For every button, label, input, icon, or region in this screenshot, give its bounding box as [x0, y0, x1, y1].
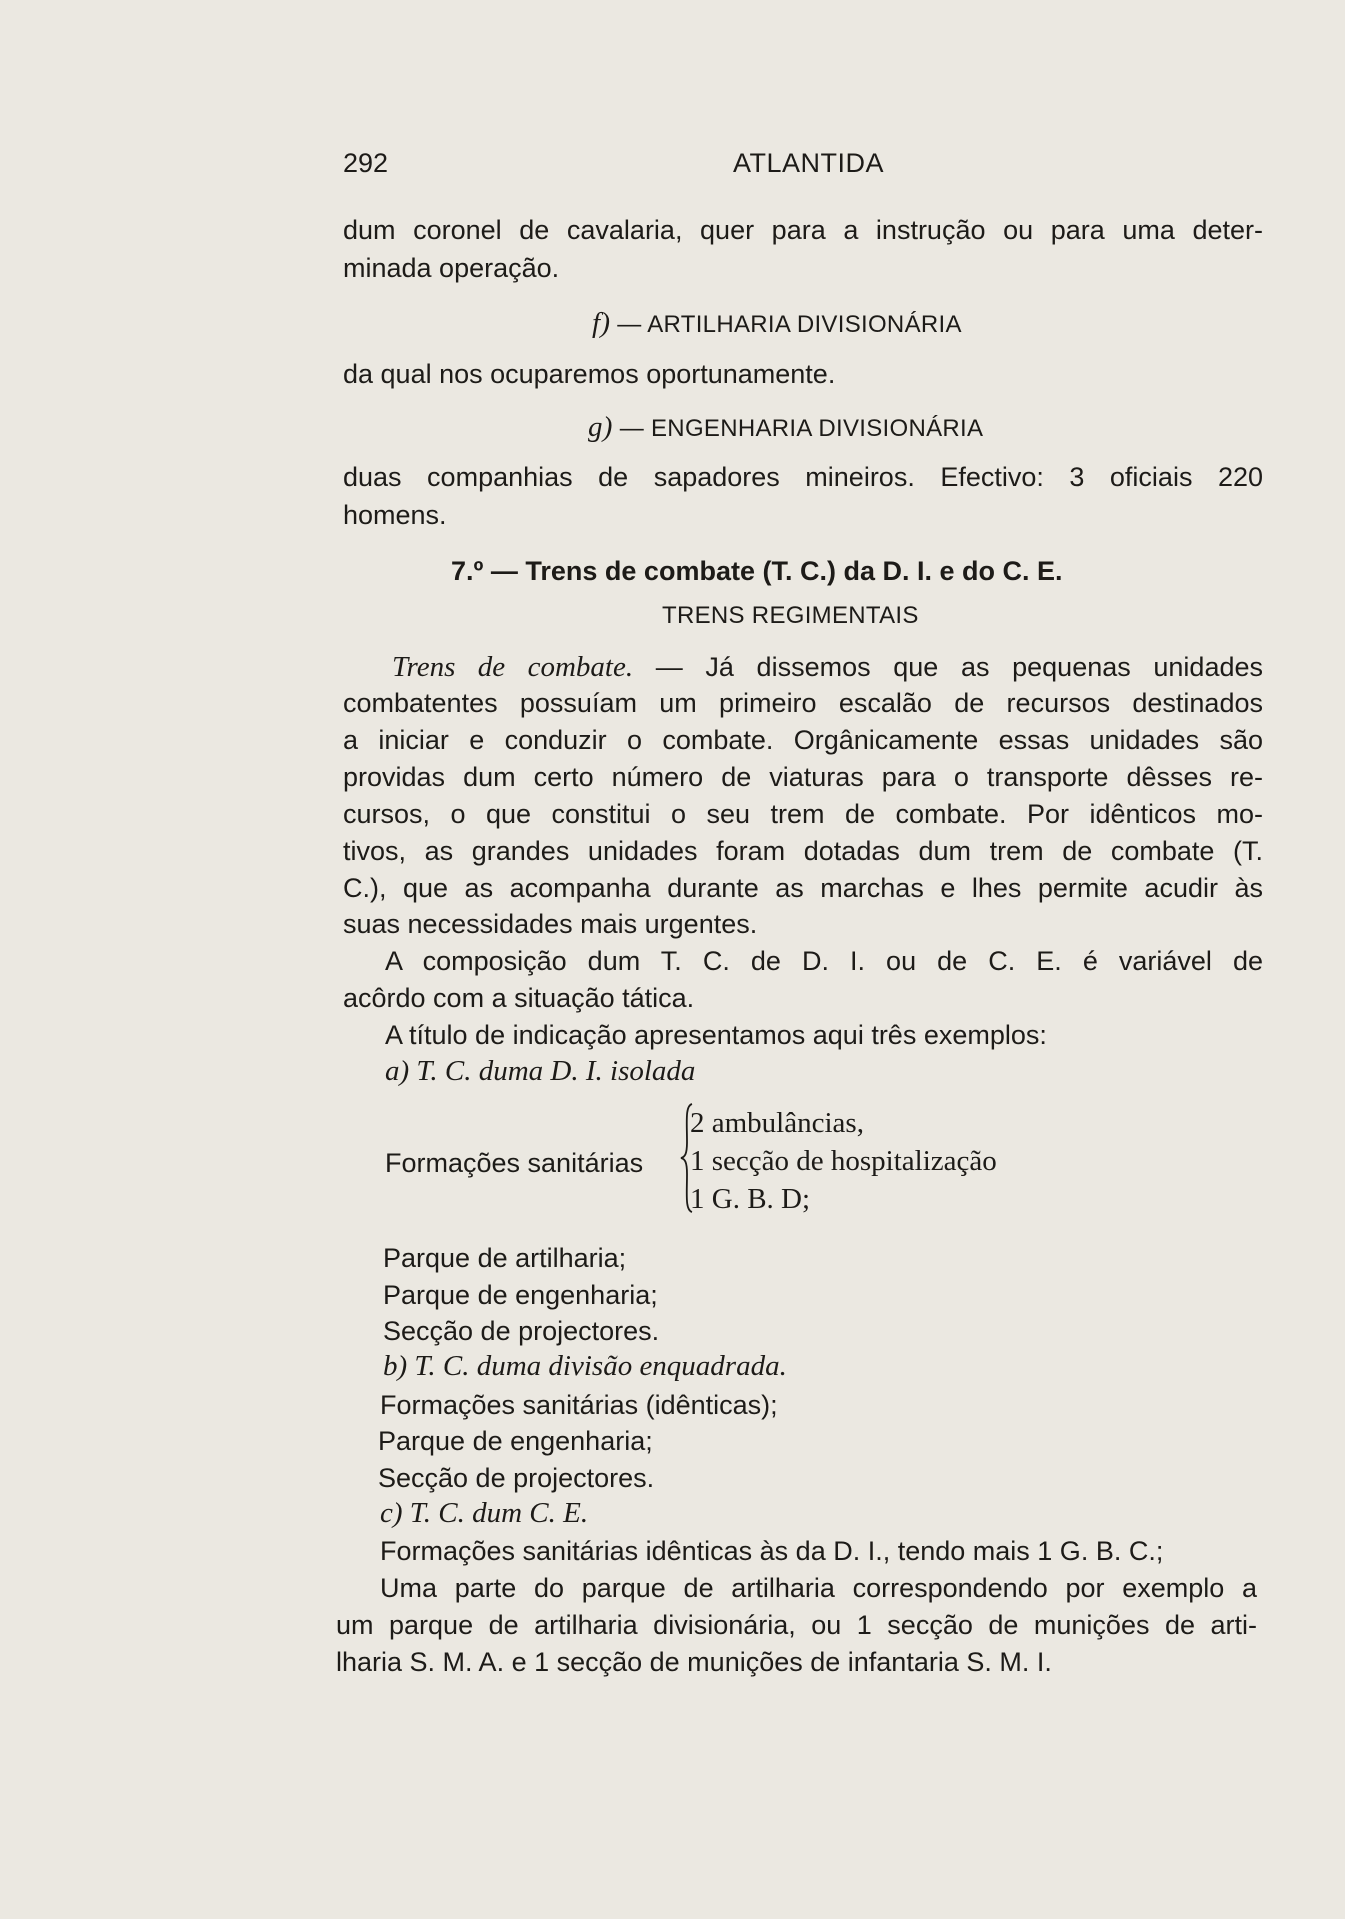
example-heading: b) T. C. duma divisão enquadrada. — [383, 1350, 787, 1382]
run-in-heading: Trens de combate. — [392, 651, 634, 683]
example-heading: a) T. C. duma D. I. isolada — [385, 1055, 696, 1087]
list-item: Formações sanitárias (idênticas); — [380, 1390, 778, 1420]
list-item: Secção de projectores. — [378, 1463, 655, 1493]
text-line: A título de indicação apresentamos aqui três exemplos: — [385, 1020, 1047, 1050]
chapter-heading: 7.º — Trens de combate (T. C.) da D. I. e do C. E. — [451, 556, 1063, 586]
subsection-heading: TRENS REGIMENTAIS — [662, 602, 919, 629]
text-line: homens. — [343, 500, 447, 530]
text-line: um parque de artilharia divisionária, ou 1 secção de munições de arti- — [336, 1610, 1257, 1640]
list-item: Parque de engenharia; — [378, 1426, 653, 1456]
text-line: providas dum certo número de viaturas para o transporte dêsses re- — [343, 762, 1263, 792]
text-line: tivos, as grandes unidades foram dotadas dum trem de combate (T. — [343, 836, 1263, 866]
heading-letter: f) — [592, 307, 611, 339]
text-line: dum coronel de cavalaria, quer para a instrução ou para uma deter- — [343, 215, 1263, 245]
text-line: A composição dum T. C. de D. I. ou de C. E. é variável de — [385, 946, 1263, 976]
list-item: Secção de projectores. — [383, 1316, 660, 1346]
heading-text: — ARTILHARIA DIVISIONÁRIA — [610, 311, 962, 338]
text-line: a iniciar e conduzir o combate. Orgânicamente essas unidades são — [343, 725, 1263, 755]
running-title: ATLANTIDA — [733, 148, 885, 178]
text-run: — Já dissemos que as pequenas unidades — [633, 652, 1263, 682]
heading-letter: g) — [588, 411, 613, 443]
text-line: lharia S. M. A. e 1 secção de munições de infantaria S. M. I. — [336, 1647, 1052, 1677]
list-item: Formações sanitárias idênticas às da D. I., tendo mais 1 G. B. C.; — [380, 1536, 1164, 1566]
page-header — [343, 148, 888, 184]
brace-item: 2 ambulâncias, — [690, 1107, 864, 1139]
text-line: C.), que as acompanha durante as marchas e lhes permite acudir às — [343, 873, 1263, 903]
paragraph-first-line — [392, 649, 1263, 685]
brace-item: 1 G. B. D; — [690, 1183, 811, 1215]
example-heading: c) T. C. dum C. E. — [380, 1497, 589, 1529]
brace-item: 1 secção de hospitalização — [690, 1145, 997, 1177]
list-item: Parque de engenharia; — [383, 1280, 658, 1310]
text-line: combatentes possuíam um primeiro escalão de recursos destinados — [343, 688, 1263, 718]
heading-text: — ENGENHARIA DIVISIONÁRIA — [612, 415, 984, 442]
list-item: Uma parte do parque de artilharia correspondendo por exemplo a — [380, 1573, 1257, 1603]
page-number: 292 — [343, 148, 389, 178]
text-line: duas companhias de sapadores mineiros. Efectivo: 3 oficiais 220 — [343, 462, 1263, 492]
section-heading — [592, 305, 962, 343]
brace-label: Formações sanitárias — [385, 1148, 644, 1178]
text-line: minada operação. — [343, 253, 560, 283]
text-line: cursos, o que constitui o seu trem de combate. Por idênticos mo- — [343, 799, 1263, 829]
text-line: da qual nos ocuparemos oportunamente. — [343, 359, 836, 389]
section-heading — [588, 409, 983, 447]
text-line: acôrdo com a situação tática. — [343, 983, 695, 1013]
list-item: Parque de artilharia; — [383, 1243, 627, 1273]
text-line: suas necessidades mais urgentes. — [343, 909, 758, 939]
